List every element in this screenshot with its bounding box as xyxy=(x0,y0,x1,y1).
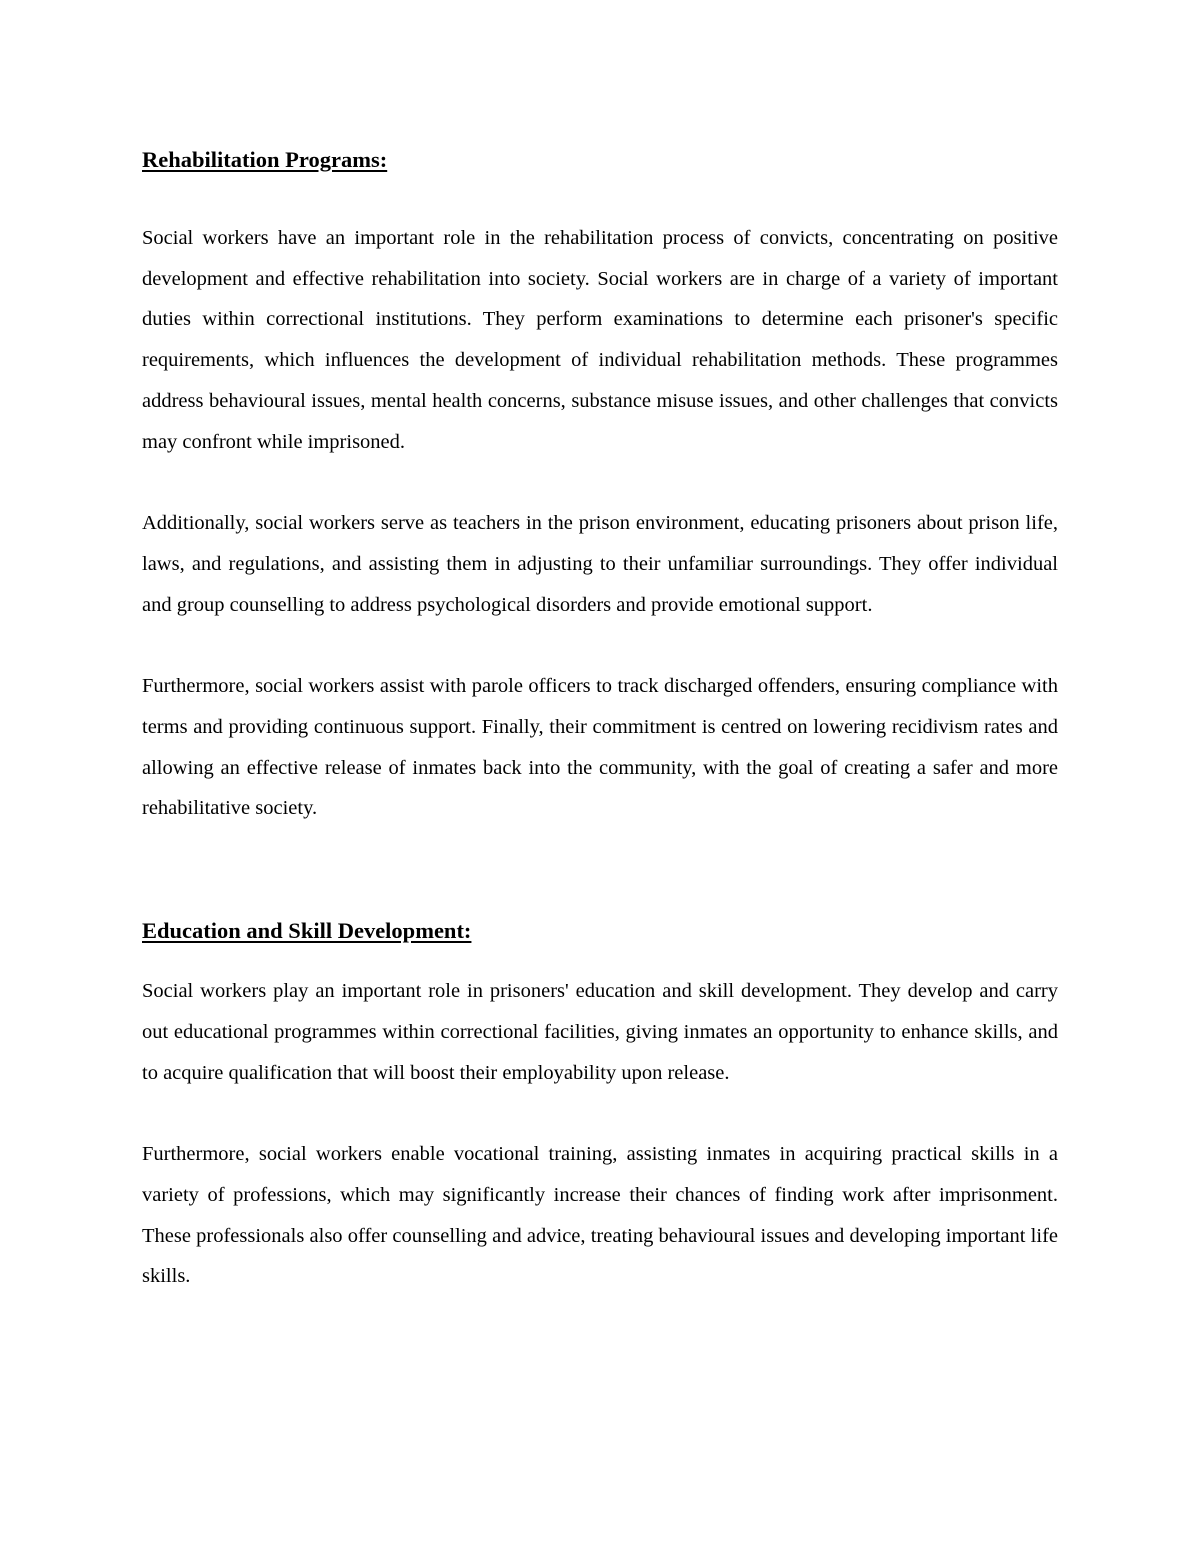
section-heading: Rehabilitation Programs: xyxy=(142,147,388,172)
document-body xyxy=(142,140,1058,1297)
section-heading: Education and Skill Development: xyxy=(142,918,472,944)
paragraph: Furthermore, social workers assist with parole officers to track discharged offenders, ensuring compliance with terms and providing continuous support. Finally, their commitment is centred on lowering recidivism rates and allowing an effective release of inmates back into the community, with the goal of creating a safer and more rehabilitative society. xyxy=(142,675,1058,820)
paragraph: Additionally, social workers serve as teachers in the prison environment, educating prisoners about prison life, laws, and regulations, and assisting them in adjusting to their unfamiliar surroundings. They offer individual and group counselling to address psychological disorders and provide emotional support. xyxy=(142,512,1058,616)
section-rehabilitation-programs xyxy=(142,140,1058,829)
paragraph: Social workers have an important role in the rehabilitation process of convicts, concentrating on positive development and effective rehabilitation into society. Social workers are in charge of a variety of important duties within correctional institutions. They perform examinations to determine each prisoner's specific requirements, which influences the development of individual rehabilitation methods. These programmes address behavioural issues, mental health concerns, substance misuse issues, and other challenges that convicts may confront while imprisoned. xyxy=(142,227,1058,453)
paragraph: Furthermore, social workers enable vocational training, assisting inmates in acquiring practical skills in a variety of professions, which may significantly increase their chances of finding work after imprisonment. These professionals also offer counselling and advice, treating behavioural issues and developing important life skills. xyxy=(142,1143,1058,1288)
paragraph: Social workers play an important role in prisoners' education and skill development. They develop and carry out educational programmes within correctional facilities, giving inmates an opportunity to enhance skills, and to acquire qualification that will boost their employability upon release. xyxy=(142,980,1058,1084)
section-education-skill-development xyxy=(142,911,1058,1297)
